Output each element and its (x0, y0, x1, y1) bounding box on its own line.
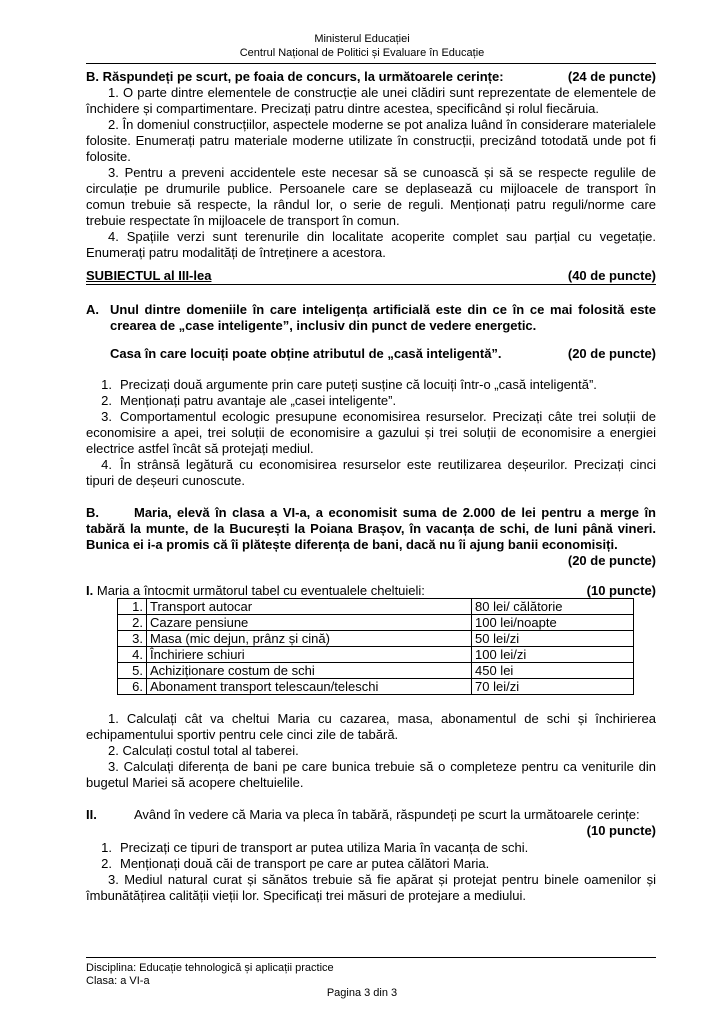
part-b2-label: II. (86, 807, 97, 822)
section-b-heading (86, 69, 656, 85)
footer-discipline: Disciplina: Educație tehnologică și aplicații practice (86, 962, 334, 974)
part-a-task (86, 346, 656, 362)
part-a-list (86, 377, 656, 489)
part-b-points: (20 de puncte) (567, 553, 656, 568)
header-divider (86, 63, 656, 64)
part-a-label: A. (86, 302, 99, 317)
section-b-item-4: 4. Spațiile verzi sunt terenurile din localitate acoperite complet sau parțial cu vegetație. Enumerați patru modalități de întreținere a acestora. (86, 229, 656, 260)
table-row: 1. Transport autocar 80 lei/ călătorie (118, 599, 634, 615)
part-b1-list (86, 711, 656, 791)
expense-table (117, 598, 634, 695)
part-b1-item-1: 1. Calculați cât va cheltui Maria cu cazarea, masa, abonamentul de schi și închirierea echipamentului sportiv pentru cele cinci zile de tabără. (86, 711, 656, 742)
part-a-item-4: 4. În strânsă legătură cu economisirea resurselor este reutilizarea deșeurilor. Precizați cinci tipuri de deșeuri cunoscute. (86, 457, 656, 488)
part-b1-text-wrap (86, 583, 425, 599)
part-b1-item-3: 3. Calculați diferența de bani pe care bunica trebuie să o completeze pentru ca veniturile din bugetul Mariei să acopere cheltuielile. (86, 759, 656, 790)
part-b1-heading (86, 583, 656, 599)
part-b1-points: (10 puncte) (586, 583, 656, 598)
table-row: 5. Achiziționare costum de schi 450 lei (118, 663, 634, 679)
part-b2-points: (10 puncte) (586, 823, 656, 838)
part-b-intro (86, 505, 656, 553)
section-b-item-3: 3. Pentru a preveni accidentele este necesar să se cunoască și să se respecte regulile de circulație pe drumurile publice. Persoanele care se deplasează cu mijloacele de transport în comun trebuie să respecte, la rândul lor, o serie de reguli. Menționați patru reguli/norme care trebuie respectate în mijloacele de transport în comun. (86, 165, 656, 228)
part-b2-item-1: 1. Precizați ce tipuri de transport ar putea utiliza Maria în vacanța de schi. (101, 840, 529, 855)
part-b2-item-2: 2. Menționați două căi de transport pe care ar putea călători Maria. (101, 856, 490, 871)
footer-divider (86, 957, 656, 958)
part-b2-list (86, 840, 656, 904)
part-b2-text: Având în vedere că Maria va pleca în tabără, răspundeți pe scurt la următoarele cerințe: (134, 807, 640, 822)
table-row: 3. Masa (mic dejun, prânz și cină) 50 lei/zi (118, 631, 634, 647)
part-a-points: (20 de puncte) (567, 346, 656, 361)
part-a-item-3: 3. Comportamentul ecologic presupune economisirea resurselor. Precizați câte trei soluții de economisire a apei, trei soluții de economisire a gazului și trei soluții de economisire a energiei electrice astfel încât să protejați mediul. (86, 409, 656, 456)
section-b-title: B. Răspundeți pe scurt, pe foaia de concurs, la următoarele cerințe: (86, 69, 504, 84)
part-a-item-2: 2. Menționați patru avantaje ale „casei inteligente”. (101, 393, 397, 408)
part-b1-label: I. (86, 583, 94, 598)
section-b (86, 69, 656, 261)
part-b2-heading (86, 807, 656, 823)
subject-3-underline (86, 284, 656, 285)
section-b-item-1: 1. O parte dintre elementele de construcție ale unei clădiri sunt reprezentate de elementele de închidere și compartimentare. Precizați patru dintre acestea, specificând și rolul fiecăruia. (86, 85, 656, 116)
footer-class: Clasa: a VI-a (86, 975, 150, 987)
part-a-intro (86, 302, 656, 334)
footer-page-number: Pagina 3 din 3 (326, 987, 398, 999)
subject-3-heading (86, 268, 656, 284)
table-row: 6. Abonament transport telescaun/teleschi 70 lei/zi (118, 679, 634, 695)
part-b-label: B. (86, 505, 99, 520)
table-row: 4. Închiriere schiuri 100 lei/zi (118, 647, 634, 663)
part-a-task-text: Casa în care locuiți poate obține atributul de „casă inteligentă”. (110, 346, 502, 361)
section-b-item-2: 2. În domeniul construcțiilor, aspectele moderne se pot analiza luând în considerare materialele folosite. Enumerați patru materiale moderne utilizate în construcții, precizând totodată unde pot fi folosite. (86, 117, 656, 164)
part-a-intro-text: Unul dintre domeniile în care inteligența artificială este din ce în ce mai folosită este crearea de „case inteligente”, inclusiv din punct de vedere energetic. (110, 302, 656, 333)
header-center: Centrul Național de Politici și Evaluare în Educație (239, 47, 485, 59)
table-row: 2. Cazare pensiune 100 lei/noapte (118, 615, 634, 631)
subject-3-title: SUBIECTUL al III-lea (86, 268, 212, 283)
part-b2-item-3: 3. Mediul natural curat și sănătos trebuie să fie apărat și protejat pentru binele oamenilor și îmbunătățirea calității vieții lor. Specificați trei măsuri de protejare a mediului. (86, 872, 656, 903)
part-a-item-1: 1. Precizați două argumente prin care puteți susține că locuiți într-o „casă inteligentă”. (101, 377, 597, 392)
part-b-intro-text: Maria, elevă în clasa a VI-a, a economisit suma de 2.000 de lei pentru a merge în tabără la munte, de la București la Poiana Brașov, în vacanța de schi, de luni până vineri. Bunica ei i-a promis că îi plătește diferența de bani, dacă nu îi ajung banii economisiți. (86, 505, 656, 552)
part-b1-item-2: 2. Calculați costul total al taberei. (108, 743, 299, 758)
header-ministry: Ministerul Educației (314, 33, 410, 45)
part-b1-text: Maria a întocmit următorul tabel cu eventualele cheltuieli: (96, 583, 425, 598)
section-b-points: (24 de puncte) (567, 69, 656, 84)
subject-3-points: (40 de puncte) (567, 268, 656, 283)
